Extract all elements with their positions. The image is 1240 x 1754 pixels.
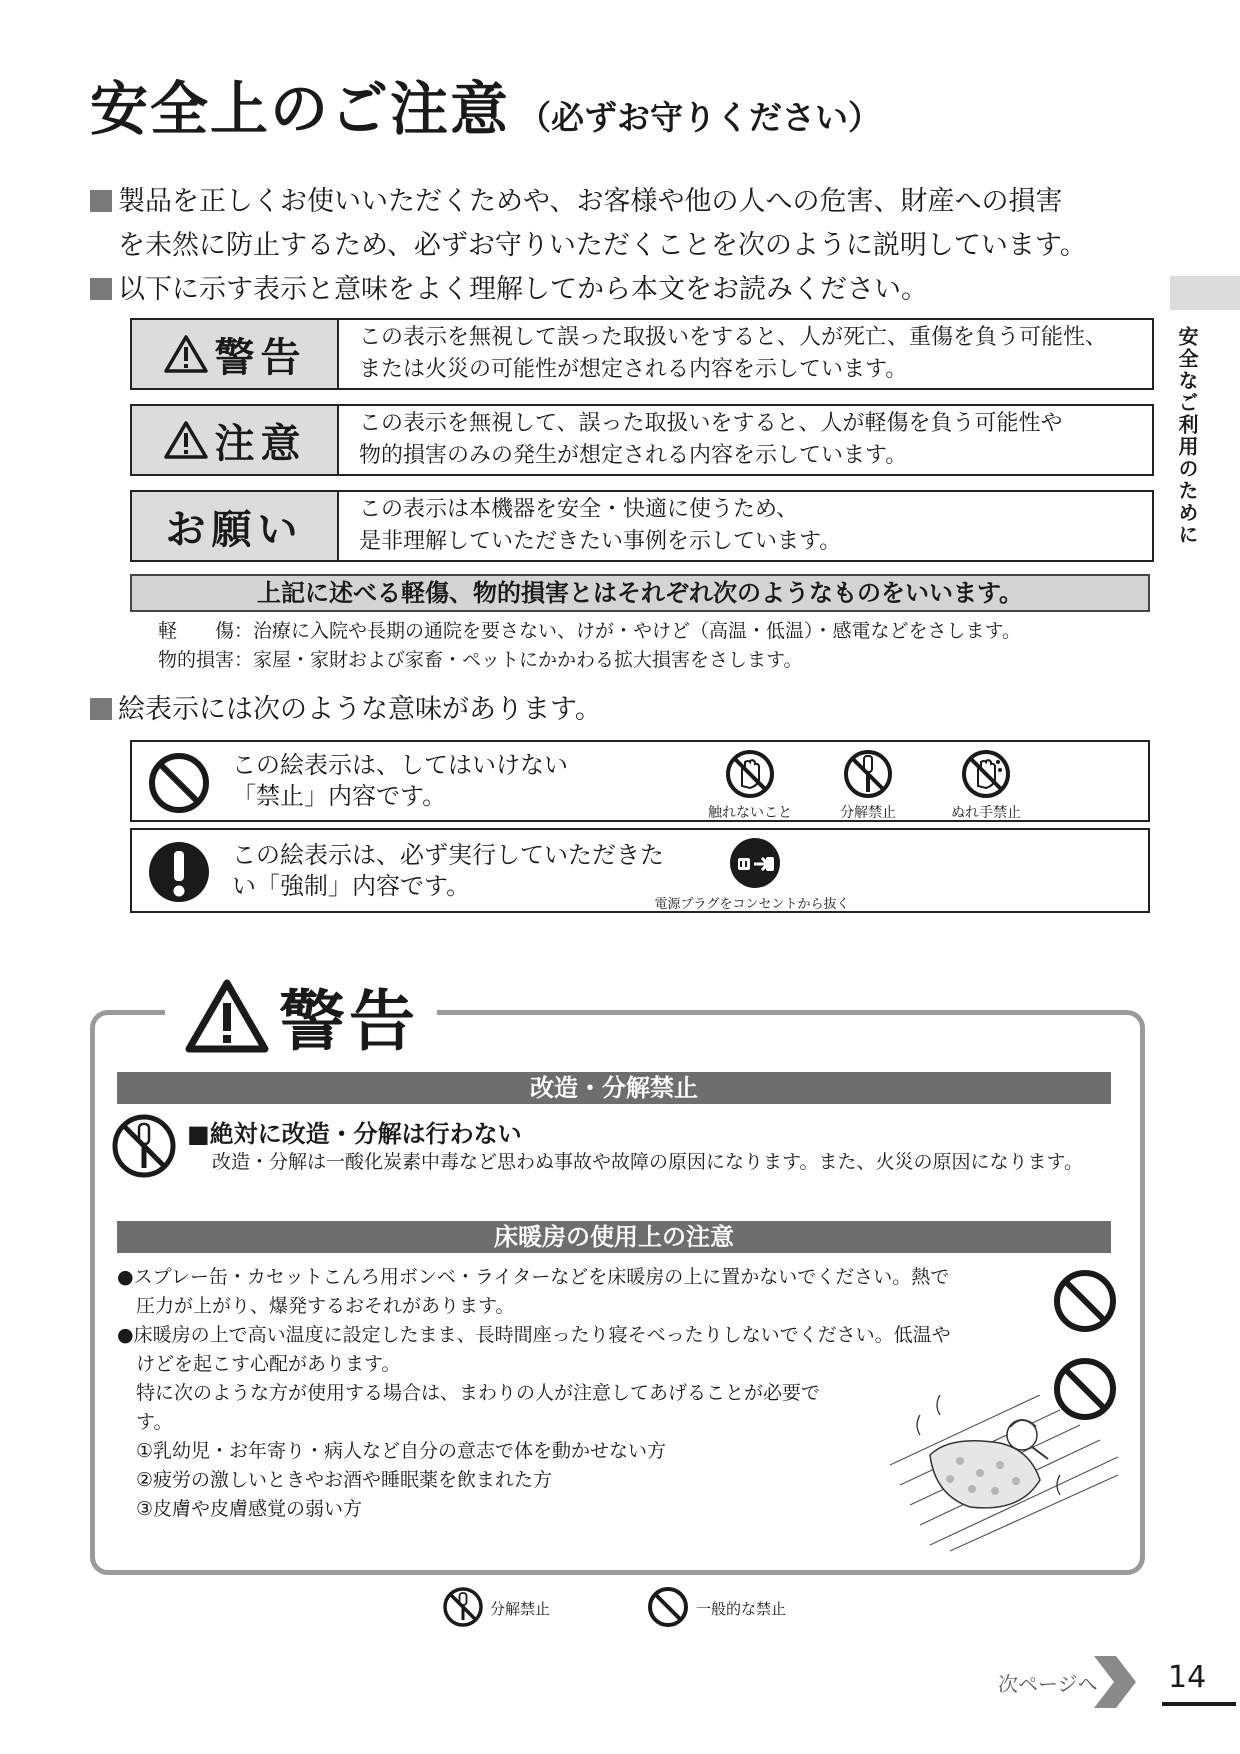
signal-box-warning <box>130 318 1154 390</box>
floor-heating-line-8: ②疲労の激しいときやお酒や睡眠薬を飲まれた方 <box>117 1469 553 1491</box>
legend-disassembly-label: 分解禁止 <box>490 1600 551 1618</box>
unplug-icon <box>728 836 782 890</box>
definition-property-damage: 物的損害：家屋・家財および家畜・ペットにかかわる拡大損害をさします。 <box>158 649 803 671</box>
intro-line-2: を未然に防止するため、必ずお守りいただくことを次のように説明しています。 <box>118 230 1087 261</box>
prohibition-icon <box>1052 1268 1118 1334</box>
prohibition-icon <box>146 750 212 816</box>
next-page-label[interactable]: 次ページへ <box>998 1672 1098 1696</box>
no-disassembly-icon <box>110 1112 178 1180</box>
square-bullet-icon <box>90 698 112 720</box>
floor-heating-line-1: ●スプレー缶・カセットこんろ用ボンベ・ライターなどを床暖房の上に置かないでください。熱で <box>117 1266 950 1288</box>
signal-label-warning: 警告 <box>132 320 339 388</box>
signal-label-request: お願い <box>132 492 339 560</box>
signal-box-request <box>130 490 1154 562</box>
warning-triangle-icon <box>163 334 209 374</box>
prohibition-desc-2: 「禁止」内容です。 <box>232 782 447 810</box>
person-lying-on-floor-illustration <box>890 1395 1120 1555</box>
definitions-header: 上記に述べる軽傷、物的損害とはそれぞれ次のようなものをいいます。 <box>130 574 1150 612</box>
legend-general-label: 一般的な禁止 <box>696 1600 787 1618</box>
intro-line-1: 製品を正しくお使いいただくためや、お客様や他の人への危害、財産への損害 <box>90 180 1062 224</box>
no-disassembly-icon <box>442 1586 484 1628</box>
next-page-arrow-icon[interactable] <box>1090 1652 1140 1712</box>
floor-heating-line-9: ③皮膚や皮膚感覚の弱い方 <box>117 1498 363 1520</box>
page-number: 14 <box>1168 1660 1207 1695</box>
prohibition-symbol-box <box>130 740 1150 822</box>
mandatory-desc-2: い「強制」内容です。 <box>232 872 471 900</box>
side-tab-marker <box>1170 276 1240 310</box>
signal-desc-caution: この表示を無視して、誤った取扱いをすると、人が軽傷を負う可能性や 物的損害のみの発生が想定される内容を示しています。 <box>359 411 1063 468</box>
floor-heating-line-4: けどを起こす心配があります。 <box>117 1353 401 1375</box>
floor-heating-line-3: ●床暖房の上で高い温度に設定したまま、長時間座ったり寝そべったりしないでください。低温や <box>117 1324 951 1346</box>
disassembly-rule: ■絶対に改造・分解は行わない <box>187 1120 522 1148</box>
signal-desc-warning: この表示を無視して誤った取扱いをすると、人が死亡、重傷を負う可能性、 または火災の可能性が想定される内容を示しています。 <box>359 325 1108 382</box>
section-title-floor-heating: 床暖房の使用上の注意 <box>117 1221 1111 1253</box>
symbols-heading: 絵表示には次のような意味があります。 <box>90 688 602 732</box>
no-touch-icon <box>724 748 776 800</box>
page-number-rule <box>1162 1702 1236 1706</box>
side-tab-label: 安全なご利用のために <box>1175 326 1199 546</box>
unplug-caption: 電源プラグをコンセントから抜く <box>654 897 850 912</box>
mandatory-symbol-box <box>130 828 1150 913</box>
no-wet-hands-caption: ぬれ手禁止 <box>951 805 1021 821</box>
intro-line-3: 以下に示す表示と意味をよく理解してから本文をお読みください。 <box>90 268 928 312</box>
mandatory-desc-1: この絵表示は、必ず実行していただきた <box>232 841 664 869</box>
no-disassembly-caption: 分解禁止 <box>840 805 896 821</box>
caution-triangle-icon <box>163 420 209 460</box>
warning-triangle-icon <box>183 977 271 1055</box>
no-wet-hands-icon <box>960 748 1012 800</box>
disassembly-reason: 改造・分解は一酸化炭素中毒など思わぬ事故や故障の原因になります。また、火災の原因になります。 <box>212 1151 1083 1173</box>
signal-label-caution: 注意 <box>132 406 339 474</box>
section-title-disassembly: 改造・分解禁止 <box>117 1072 1111 1104</box>
floor-heating-line-6: す。 <box>117 1411 173 1433</box>
floor-heating-line-5: 特に次のような方が使用する場合は、まわりの人が注意してあげることが必要で <box>117 1382 821 1404</box>
floor-heating-line-2: 圧力が上がり、爆発するおそれがあります。 <box>117 1295 515 1317</box>
signal-box-caution <box>130 404 1154 476</box>
square-bullet-icon <box>90 278 112 300</box>
warning-heading: 警告 <box>165 968 437 1063</box>
no-touch-caption: 触れないこと <box>708 805 792 821</box>
square-bullet-icon <box>90 190 112 212</box>
page-subtitle: （必ずお守りください） <box>518 98 882 137</box>
signal-desc-request: この表示は本機器を安全・快適に使うため、 是非理解していただきたい事例を示しています。 <box>359 497 842 554</box>
definition-minor-injury: 軽 傷：治療に入院や長期の通院を要さない、けが・やけど（高温・低温）・感電などをさします。 <box>158 620 1021 642</box>
prohibition-desc-1: この絵表示は、してはいけない <box>232 751 568 779</box>
page-title: 安全上のご注意 （必ずお守りください） <box>90 75 882 143</box>
floor-heating-line-7: ①乳幼児・お年寄り・病人など自分の意志で体を動かせない方 <box>117 1440 667 1462</box>
mandatory-action-icon <box>146 839 212 905</box>
no-disassembly-icon <box>842 748 894 800</box>
prohibition-icon <box>647 1586 689 1628</box>
